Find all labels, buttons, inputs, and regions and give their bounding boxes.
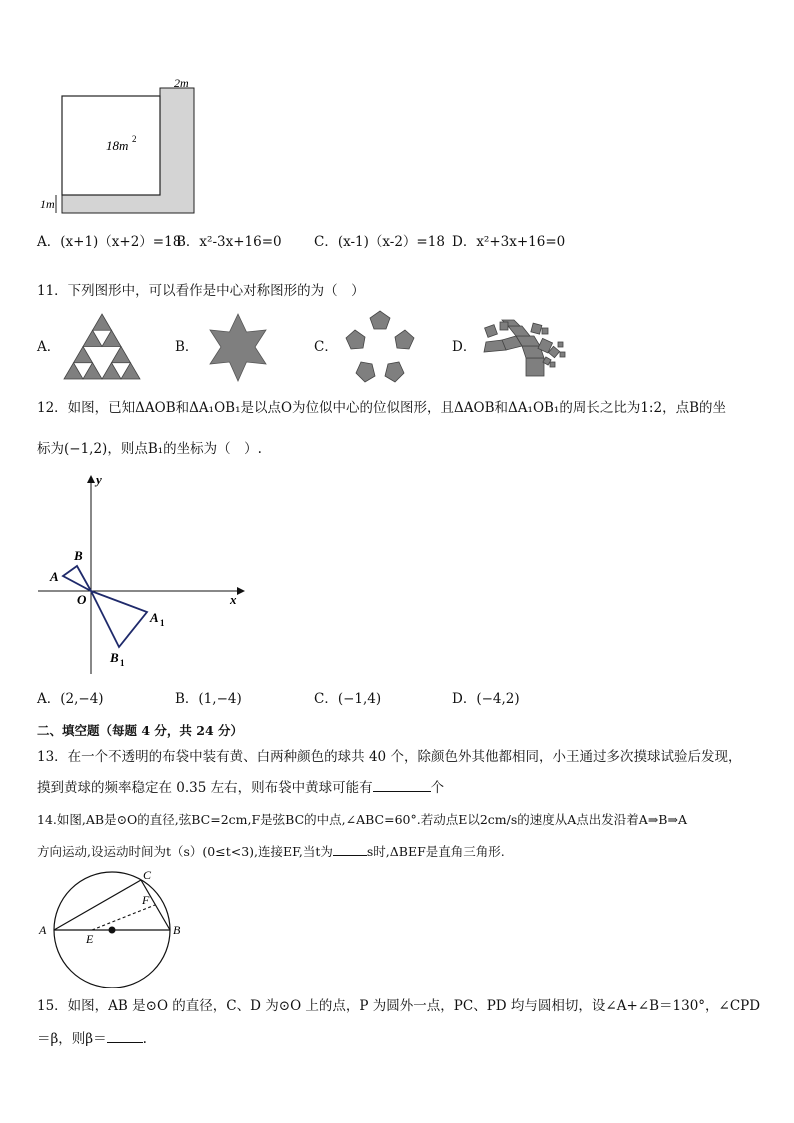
q10-figure bbox=[36, 76, 206, 218]
point-label-A: A bbox=[50, 569, 59, 584]
q10-option-a: A．(x+1)（x+2）=18 bbox=[37, 234, 182, 250]
six-point-star-figure bbox=[204, 312, 272, 384]
point-label-A1-sub: 1 bbox=[160, 618, 165, 628]
point-label-A1: A bbox=[150, 610, 159, 625]
q10-option-d: D．x²+3x+16=0 bbox=[452, 234, 566, 250]
axis-label-x: x bbox=[230, 592, 237, 607]
q10-label-1m: 1m bbox=[40, 197, 55, 211]
pythagoras-tree-figure bbox=[480, 318, 572, 378]
q11-option-a-label: A． bbox=[37, 339, 61, 355]
q15-answer-blank[interactable] bbox=[107, 1028, 143, 1043]
segment-EF-dashed bbox=[92, 905, 155, 930]
circle-label-A: A bbox=[39, 923, 47, 937]
point-label-B1-sub: 1 bbox=[120, 658, 125, 668]
point-label-O: O bbox=[77, 592, 87, 607]
section-title: 二、填空题（每题 4 分，共 24 分） bbox=[37, 723, 244, 738]
q15-stem-line1: 15．如图，AB 是⊙O 的直径，C、D 为⊙O 上的点，P 为圆外一点，PC、PD 均与圆相切，设∠A+∠B＝130°，∠CPD bbox=[37, 998, 761, 1014]
q13-stem-line2 bbox=[37, 777, 444, 798]
q12-option-d: D．(−4,2) bbox=[452, 691, 520, 707]
q14-circle-figure bbox=[34, 864, 190, 988]
q10-option-c: C．(x-1)（x-2）=18 bbox=[314, 234, 445, 250]
circle-label-F: F bbox=[142, 893, 150, 907]
q13-answer-blank[interactable] bbox=[373, 777, 431, 792]
q10-label-area: 18m bbox=[106, 138, 129, 153]
q14-stem-line1: 14.如图,AB是⊙O的直径,弦BC=2cm,F是弦BC的中点,∠ABC=60°.若动点E以2cm/s的速度从A点出发沿着A⇒B⇒A bbox=[37, 812, 687, 827]
q11-option-c-label: C． bbox=[314, 339, 338, 355]
q11-option-d-label: D． bbox=[452, 339, 477, 355]
q15-stem-line2 bbox=[37, 1028, 147, 1049]
q10-option-b: B．x²-3x+16=0 bbox=[176, 234, 282, 250]
q15-line2-pre: ＝β，则β＝ bbox=[37, 1031, 107, 1047]
q14-line2-post: s时,ΔBEF是直角三角形. bbox=[366, 844, 505, 859]
q14-line2-pre: 方向运动,设运动时间为t（s）(0≤t<3),连接EF,当t为 bbox=[37, 844, 333, 859]
q15-line2-post: . bbox=[142, 1031, 147, 1047]
axis-label-y: y bbox=[96, 472, 102, 487]
q12-coordinate-figure bbox=[34, 470, 254, 676]
q11-stem: 11．下列图形中，可以看作是中心对称图形的为（ ） bbox=[37, 283, 365, 299]
q10-label-2m: 2m bbox=[174, 76, 189, 90]
chord-AC bbox=[54, 880, 141, 930]
q14-answer-blank[interactable] bbox=[333, 841, 367, 856]
triangle-AOB bbox=[63, 566, 91, 591]
q12-option-b: B．(1,−4) bbox=[175, 691, 242, 707]
q10-label-area-sup: 2 bbox=[132, 134, 137, 144]
point-label-B1: B bbox=[110, 650, 119, 665]
q13-line2-post: 个 bbox=[430, 780, 445, 796]
circle-label-B: B bbox=[173, 923, 181, 937]
q13-line2-pre: 摸到黄球的频率稳定在 0.35 左右，则布袋中黄球可能有 bbox=[37, 780, 373, 796]
triangle-A1OB1 bbox=[91, 591, 147, 647]
q12-option-a: A．(2,−4) bbox=[37, 691, 104, 707]
q12-option-c: C．(−1,4) bbox=[314, 691, 382, 707]
q14-stem-line2 bbox=[37, 841, 505, 862]
q11-option-b-label: B． bbox=[175, 339, 199, 355]
circle-label-C: C bbox=[143, 868, 152, 882]
q12-stem-line1: 12．如图，已知ΔAOB和ΔA₁OB₁是以点O为位似中心的位似图形，且ΔAOB和ΔA₁OB₁的周长之比为1:2，点B的坐 bbox=[37, 400, 726, 416]
q12-stem-line2: 标为(−1,2)，则点B₁的坐标为（ ）. bbox=[37, 441, 262, 457]
q13-stem-line1: 13．在一个不透明的布袋中装有黄、白两种颜色的球共 40 个，除颜色外其他都相同，小王通过多次摸球试验后发现， bbox=[37, 749, 742, 765]
point-label-B: B bbox=[74, 548, 83, 563]
five-pentagons-figure bbox=[343, 310, 417, 384]
sierpinski-triangle-figure bbox=[62, 312, 142, 382]
circle-label-E: E bbox=[86, 932, 94, 946]
center-dot bbox=[109, 927, 116, 934]
